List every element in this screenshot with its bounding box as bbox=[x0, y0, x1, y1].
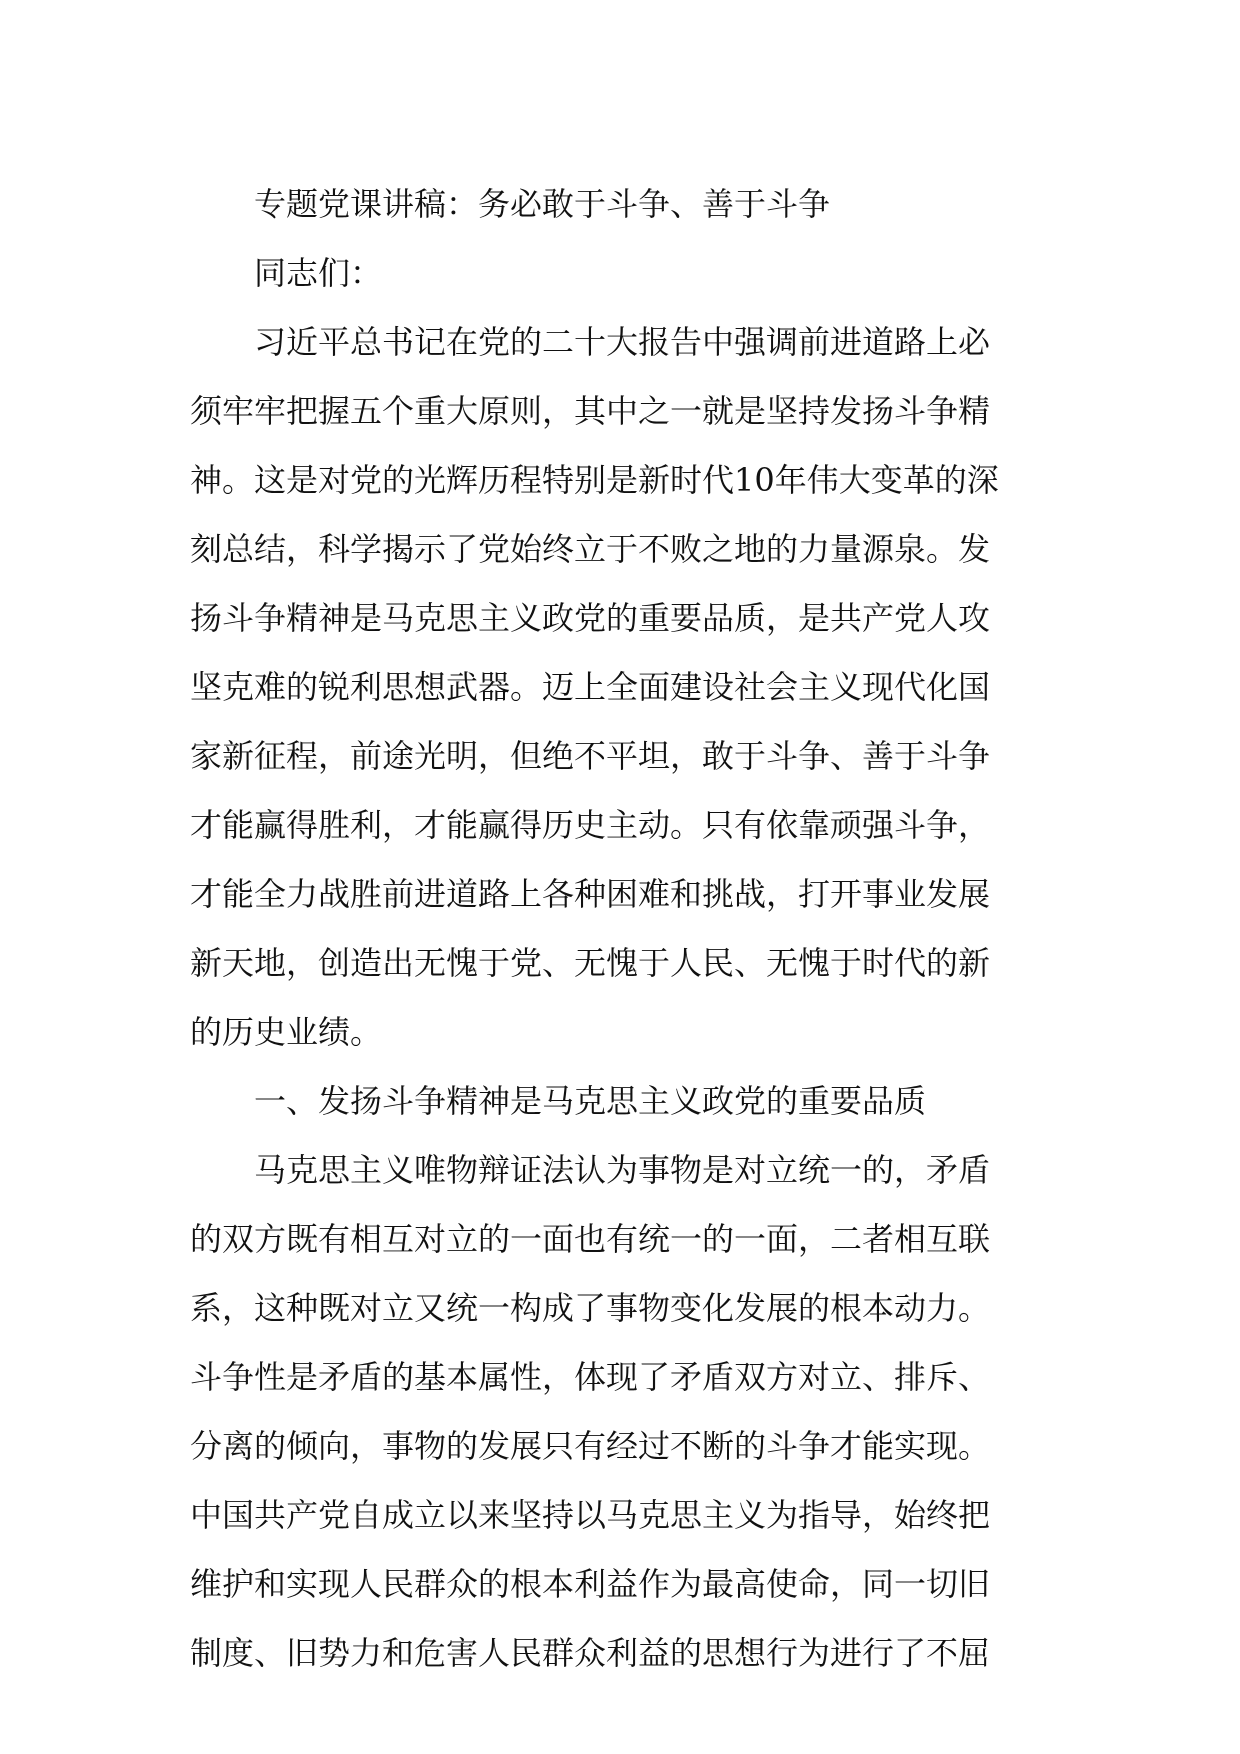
paragraph-line: 系，这种既对立又统一构成了事物变化发展的根本动力。 bbox=[190, 1289, 991, 1327]
paragraph-line: 家新征程，前途光明，但绝不平坦，敢于斗争、善于斗争 bbox=[190, 737, 991, 775]
paragraph-line: 中国共产党自成立以来坚持以马克思主义为指导，始终把 bbox=[190, 1496, 991, 1534]
paragraph-line: 才能全力战胜前进道路上各种困难和挑战，打开事业发展 bbox=[190, 875, 991, 913]
salutation: 同志们： bbox=[254, 254, 383, 292]
paragraph-line: 维护和实现人民群众的根本利益作为最高使命，同一切旧 bbox=[190, 1565, 991, 1603]
paragraph-line: 的双方既有相互对立的一面也有统一的一面，二者相互联 bbox=[190, 1220, 991, 1258]
paragraph-line: 神。这是对党的光辉历程特别是新时代10年伟大变革的深 bbox=[190, 461, 999, 499]
paragraph-line: 扬斗争精神是马克思主义政党的重要品质，是共产党人攻 bbox=[190, 599, 991, 637]
paragraph-line: 的历史业绩。 bbox=[190, 1013, 383, 1051]
paragraph-line: 才能赢得胜利，才能赢得历史主动。只有依靠顽强斗争， bbox=[190, 806, 991, 844]
section-heading-1: 一、发扬斗争精神是马克思主义政党的重要品质 bbox=[254, 1082, 927, 1120]
paragraph-line: 制度、旧势力和危害人民群众利益的思想行为进行了不屈 bbox=[190, 1634, 991, 1672]
paragraph-line: 分离的倾向，事物的发展只有经过不断的斗争才能实现。 bbox=[190, 1427, 991, 1465]
paragraph-line: 习近平总书记在党的二十大报告中强调前进道路上必 bbox=[254, 323, 991, 361]
document-title: 专题党课讲稿：务必敢于斗争、善于斗争 bbox=[254, 185, 831, 223]
paragraph-line: 坚克难的锐利思想武器。迈上全面建设社会主义现代化国 bbox=[190, 668, 991, 706]
paragraph-line: 须牢牢把握五个重大原则，其中之一就是坚持发扬斗争精 bbox=[190, 392, 991, 430]
paragraph-line: 刻总结，科学揭示了党始终立于不败之地的力量源泉。发 bbox=[190, 530, 991, 568]
paragraph-line: 马克思主义唯物辩证法认为事物是对立统一的，矛盾 bbox=[254, 1151, 991, 1189]
paragraph-2 bbox=[190, 1136, 1062, 1688]
paragraph-1 bbox=[190, 308, 1062, 1067]
document-body bbox=[190, 170, 1062, 1688]
paragraph-line: 斗争性是矛盾的基本属性，体现了矛盾双方对立、排斥、 bbox=[190, 1358, 991, 1396]
paragraph-line: 新天地，创造出无愧于党、无愧于人民、无愧于时代的新 bbox=[190, 944, 991, 982]
